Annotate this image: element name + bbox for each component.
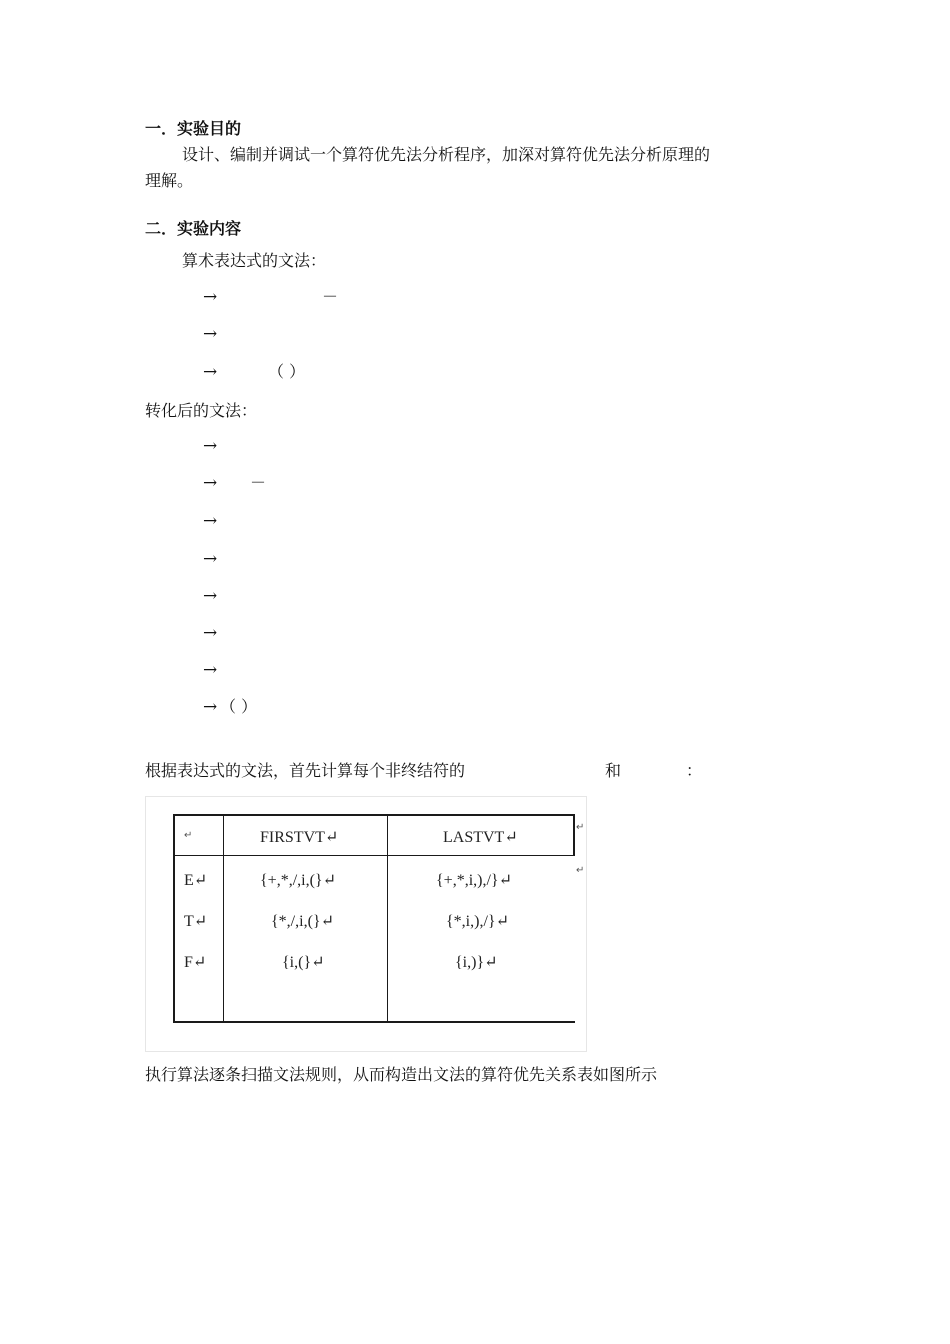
firstvt-e: {+,*,/,i,(}↵ bbox=[260, 872, 337, 889]
transformed-rule-arrow: → bbox=[203, 660, 218, 680]
table-corner-mark: ↵ bbox=[184, 830, 193, 841]
table-col-divider bbox=[387, 814, 388, 1023]
table-top-border bbox=[173, 814, 575, 816]
header-lastvt: LASTVT↵ bbox=[443, 829, 518, 846]
lastvt-f: {i,)}↵ bbox=[455, 954, 498, 971]
grammar-rule-symbol: － bbox=[322, 287, 339, 306]
row-end-mark: ↵ bbox=[576, 865, 585, 876]
compute-text: 根据表达式的文法，首先计算每个非终结符的 bbox=[145, 761, 466, 780]
row-nonterminal-t: T↵ bbox=[184, 913, 208, 930]
transformed-rule-arrow: → bbox=[203, 549, 218, 569]
transformed-rule-arrow: → bbox=[203, 436, 218, 456]
grammar-intro: 算术表达式的文法： bbox=[182, 251, 327, 270]
transformed-rule-arrow: → bbox=[203, 697, 218, 717]
transformed-rule-arrow: → bbox=[203, 586, 218, 606]
transformed-rule-symbol: （ ） bbox=[220, 697, 258, 716]
grammar-rule-arrow: → bbox=[203, 324, 218, 344]
firstvt-t: {*,/,i,(}↵ bbox=[271, 913, 334, 930]
grammar-rule-arrow: → bbox=[203, 362, 218, 382]
row-nonterminal-f: F↵ bbox=[184, 954, 207, 971]
section2-heading: 二．实验内容 bbox=[145, 219, 242, 238]
table-left-border bbox=[173, 814, 175, 1023]
transformed-rule-arrow: → bbox=[203, 623, 218, 643]
section1-paragraph-line1: 设计、编制并调试一个算符优先法分析程序，加深对算符优先法分析原理的 bbox=[182, 145, 711, 164]
row-end-mark: ↵ bbox=[576, 822, 585, 833]
transformed-rule-arrow: → bbox=[203, 511, 218, 531]
transformed-intro: 转化后的文法： bbox=[145, 401, 258, 420]
lastvt-t: {*,i,),/}↵ bbox=[446, 913, 509, 930]
grammar-rule-symbol: （ ） bbox=[268, 362, 306, 381]
section1-heading: 一．实验目的 bbox=[145, 119, 242, 138]
lastvt-e: {+,*,i,),/}↵ bbox=[436, 872, 513, 889]
vt-table-image bbox=[145, 796, 587, 1052]
compute-colon: ： bbox=[686, 761, 703, 780]
row-nonterminal-e: E↵ bbox=[184, 872, 208, 889]
header-firstvt: FIRSTVT↵ bbox=[260, 829, 339, 846]
firstvt-f: {i,(}↵ bbox=[282, 954, 325, 971]
table-bottom-border bbox=[173, 1021, 575, 1023]
compute-and: 和 bbox=[605, 761, 622, 780]
transformed-rule-arrow: → bbox=[203, 473, 218, 493]
table-col-divider bbox=[223, 814, 224, 1023]
transformed-rule-symbol: － bbox=[250, 473, 267, 492]
closing-text: 执行算法逐条扫描文法规则，从而构造出文法的算符优先关系表如图所示 bbox=[145, 1065, 658, 1084]
grammar-rule-arrow: → bbox=[203, 287, 218, 307]
table-header-border bbox=[173, 855, 575, 856]
table-right-border bbox=[573, 814, 575, 856]
section1-paragraph-line2: 理解。 bbox=[145, 171, 194, 190]
